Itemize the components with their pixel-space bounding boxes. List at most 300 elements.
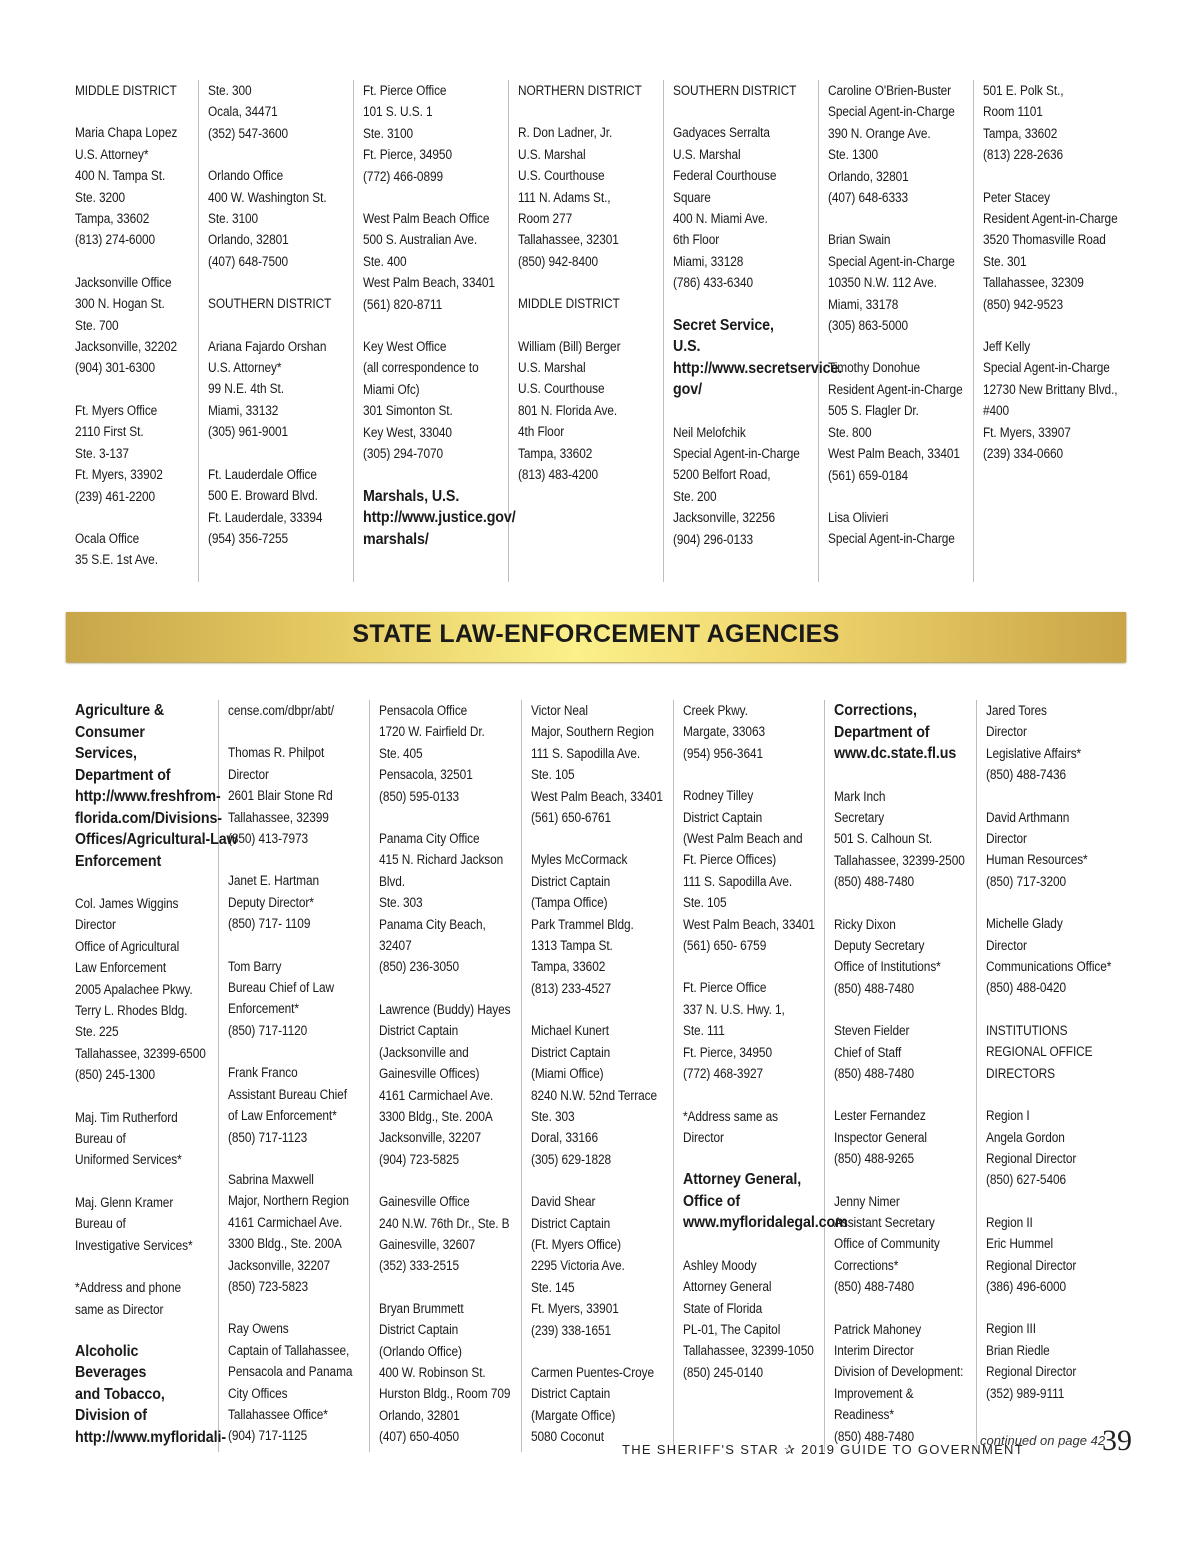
entry-line: 111 S. Sapodilla Ave. xyxy=(531,745,641,761)
entry-line: Maj. Tim Rutherford xyxy=(75,1109,178,1125)
entry-line: Tampa, 33602 xyxy=(983,125,1058,141)
directory-entry xyxy=(834,786,970,893)
entry-line: Director xyxy=(986,831,1028,847)
entry-line: (954) 956-3641 xyxy=(682,745,763,761)
entry-line: *Address and phone xyxy=(75,1280,182,1296)
federal-listings-columns xyxy=(66,80,1128,582)
entry-line: Miami Ofc) xyxy=(363,381,420,397)
footer-publication: THE SHERIFF'S STAR ✰ 2019 GUIDE TO GOVERNMENT xyxy=(622,1442,1024,1457)
entry-line: Thomas R. Philpot xyxy=(227,745,324,761)
entry-line: 500 S. Australian Ave. xyxy=(363,232,478,248)
entry-line: of Law Enforcement* xyxy=(227,1108,337,1124)
entry-line: 35 S.E. 1st Ave. xyxy=(75,552,158,568)
entry-line: District Captain xyxy=(531,1215,611,1231)
entry-line: Margate, 33063 xyxy=(682,724,765,740)
directory-entry xyxy=(75,1107,212,1171)
entry-line: PL-01, The Capitol xyxy=(682,1322,781,1338)
entry-line: Orlando, 32801 xyxy=(828,168,909,184)
entry-line: Orlando, 32801 xyxy=(379,1407,461,1423)
entry-line: 12730 New Brittany Blvd., xyxy=(983,381,1118,397)
directory-entry xyxy=(986,1212,1122,1298)
entry-line: REGIONAL OFFICE xyxy=(986,1044,1093,1060)
entry-line: Carmen Puentes-Croye xyxy=(531,1364,655,1380)
entry-line: Janet E. Hartman xyxy=(227,873,319,889)
entry-line: 111 N. Adams St., xyxy=(518,189,611,205)
entry-line: 5200 Belfort Road, xyxy=(673,467,771,483)
entry-line: Ft. Lauderdale, 33394 xyxy=(208,509,323,525)
entry-line: Office of Community xyxy=(834,1236,941,1252)
entry-line: Ricky Dixon xyxy=(834,916,897,932)
agency-heading xyxy=(75,700,238,872)
entry-line: (850) 245-0140 xyxy=(682,1364,763,1380)
entry-line: florida.com/Divisions- xyxy=(75,809,222,827)
entry-line: Tampa, 33602 xyxy=(518,445,593,461)
directory-entry xyxy=(363,80,502,187)
entry-line: 501 E. Polk St., xyxy=(983,83,1064,98)
entry-line: Readiness* xyxy=(834,1407,895,1423)
entry-line: Tampa, 33602 xyxy=(75,211,150,227)
entry-line: (850) 717-1120 xyxy=(227,1022,307,1038)
directory-entry xyxy=(983,187,1122,315)
entry-line: 32407 xyxy=(379,938,412,954)
entry-line: Regional Director xyxy=(986,1257,1077,1273)
entry-line: (239) 338-1651 xyxy=(531,1322,612,1338)
entry-line: Resident Agent-in-Charge xyxy=(983,211,1118,227)
entry-line: 8240 N.W. 52nd Terrace xyxy=(531,1087,658,1103)
directory-column xyxy=(673,700,848,1452)
entry-line: Tampa, 33602 xyxy=(531,959,606,975)
entry-line: Tallahassee, 32301 xyxy=(518,232,619,248)
entry-line: (West Palm Beach and xyxy=(682,831,803,847)
entry-line: Ashley Moody xyxy=(682,1257,757,1273)
entry-line: Ste. 105 xyxy=(531,767,575,783)
entry-line: (850) 236-3050 xyxy=(379,959,460,975)
entry-line: http://www.freshfrom- xyxy=(75,788,221,805)
entry-line: 2005 Apalachee Pkwy. xyxy=(75,981,193,997)
entry-line: Ste. 405 xyxy=(379,745,423,761)
entry-line: Assistant Bureau Chief xyxy=(227,1086,347,1102)
entry-line: (850) 717-3200 xyxy=(986,873,1067,889)
directory-entry xyxy=(983,336,1122,464)
entry-line: (850) 488-7480 xyxy=(834,1279,915,1295)
entry-line: Ste. 3100 xyxy=(363,125,414,141)
directory-entry xyxy=(75,893,212,1086)
entry-line: Ft. Pierce Office xyxy=(363,83,447,98)
entry-line: Ste. 301 xyxy=(983,253,1027,269)
entry-line: Jacksonville, 32202 xyxy=(75,339,178,355)
entry-line: (850) 942-8400 xyxy=(518,253,599,269)
entry-line: Jeff Kelly xyxy=(983,339,1031,355)
entry-line: Pensacola, 32501 xyxy=(379,767,474,783)
entry-line: 1720 W. Fairfield Dr. xyxy=(379,724,486,740)
entry-line: U.S. Marshal xyxy=(518,360,586,376)
directory-column xyxy=(973,80,1128,582)
entry-line: Gainesville, 32607 xyxy=(379,1236,476,1252)
entry-line: (850) 413-7973 xyxy=(227,831,308,847)
directory-entry xyxy=(75,1277,212,1320)
entry-line: Square xyxy=(673,189,711,205)
entry-line: gov/ xyxy=(673,381,702,399)
directory-entry xyxy=(379,1298,515,1448)
entry-line: Ste. 225 xyxy=(75,1024,119,1040)
entry-line: Ste. 800 xyxy=(828,424,872,440)
directory-entry xyxy=(834,1105,970,1169)
entry-line: West Palm Beach, 33401 xyxy=(531,788,663,804)
entry-line: Ste. 303 xyxy=(531,1108,575,1124)
entry-line: Special Agent-in-Charge xyxy=(983,360,1110,376)
directory-entry xyxy=(834,914,970,1000)
entry-line: MIDDLE DISTRICT xyxy=(75,83,177,98)
entry-line: (352) 547-3600 xyxy=(208,125,289,141)
entry-line: U.S. Marshal xyxy=(518,146,586,162)
entry-line: Ste. 3200 xyxy=(75,189,126,205)
entry-line: Jacksonville, 32256 xyxy=(673,510,776,526)
directory-entry xyxy=(531,700,667,828)
entry-line: Attorney General, xyxy=(682,1171,801,1189)
entry-line: Agriculture & xyxy=(75,702,165,719)
entry-line: Captain of Tallahassee, xyxy=(227,1342,349,1358)
directory-entry xyxy=(75,1192,212,1256)
directory-column xyxy=(66,700,238,1452)
entry-line: Ste. 700 xyxy=(75,317,119,333)
entry-line: Division of Development: xyxy=(834,1364,964,1380)
entry-line: Chief of Staff xyxy=(834,1044,902,1060)
entry-line: (407) 650-4050 xyxy=(379,1429,460,1445)
entry-line: Deputy Director* xyxy=(227,894,314,910)
directory-entry xyxy=(228,1062,364,1148)
agency-heading xyxy=(834,700,970,765)
directory-entry xyxy=(531,1020,667,1170)
directory-column xyxy=(824,700,976,1452)
entry-line: (850) 488-0420 xyxy=(986,980,1067,996)
entry-line: SOUTHERN DISTRICT xyxy=(673,83,797,98)
entry-line: U.S. xyxy=(673,338,701,356)
entry-line: (850) 488-7480 xyxy=(834,980,915,996)
entry-line: Ft. Pierce, 34950 xyxy=(682,1044,772,1060)
directory-entry xyxy=(983,80,1122,166)
entry-line: *Address same as xyxy=(682,1108,778,1124)
entry-line: Maria Chapa Lopez xyxy=(75,125,178,141)
directory-entry xyxy=(379,1191,515,1277)
entry-line: Tallahassee Office* xyxy=(227,1406,328,1422)
entry-line: (850) 488-7480 xyxy=(834,874,915,890)
entry-line: (352) 989-9111 xyxy=(986,1385,1065,1401)
agency-heading xyxy=(75,1341,227,1449)
directory-entry xyxy=(673,122,812,293)
entry-line: Gadyaces Serralta xyxy=(673,125,770,141)
entry-line: Miami, 33178 xyxy=(828,296,899,312)
entry-line: Special Agent-in-Charge xyxy=(673,446,800,462)
entry-line: Terry L. Rhodes Bldg. xyxy=(75,1003,188,1019)
entry-line: Ste. 303 xyxy=(379,895,423,911)
agency-heading xyxy=(673,315,843,401)
entry-line: Enforcement xyxy=(75,852,162,870)
entry-line: Offices/Agricultural-Law xyxy=(75,831,238,848)
directory-entry xyxy=(228,956,364,1042)
entry-line: Assistant Secretary xyxy=(834,1215,936,1230)
entry-line: (Margate Office) xyxy=(531,1407,616,1423)
entry-line: Alcoholic xyxy=(75,1342,139,1360)
entry-line: Jared Tores xyxy=(986,703,1048,718)
entry-line: (407) 648-6333 xyxy=(828,190,909,206)
entry-line: Neil Melofchik xyxy=(673,424,746,440)
entry-line: Services, xyxy=(75,745,137,762)
entry-line: Uniformed Services* xyxy=(75,1152,182,1168)
entry-line: 6th Floor xyxy=(673,232,720,248)
directory-entry xyxy=(228,1318,364,1446)
directory-entry xyxy=(228,870,364,934)
entry-line: (850) 723-5823 xyxy=(227,1278,308,1294)
entry-line: MIDDLE DISTRICT xyxy=(518,296,620,312)
agency-heading xyxy=(363,486,516,551)
directory-entry xyxy=(379,828,515,978)
directory-entry xyxy=(683,1255,819,1383)
entry-line: Hurston Bldg., Room 709 xyxy=(379,1386,511,1402)
directory-column xyxy=(66,80,198,582)
entry-line: (850) 488-7480 xyxy=(834,1428,915,1444)
entry-line: Director xyxy=(227,766,269,782)
entry-line: Jacksonville, 32207 xyxy=(227,1257,330,1273)
entry-line: 400 N. Tampa St. xyxy=(75,168,166,184)
entry-line: Ft. Pierce Offices) xyxy=(682,852,776,868)
directory-entry xyxy=(518,80,657,101)
directory-entry xyxy=(518,122,657,272)
entry-line: 5080 Coconut xyxy=(531,1429,604,1445)
entry-line: (305) 961-9001 xyxy=(208,424,289,440)
entry-line: Angela Gordon xyxy=(986,1129,1065,1145)
entry-line: (Jacksonville and xyxy=(379,1044,470,1060)
entry-line: Special Agent-in-Charge xyxy=(828,104,955,120)
entry-line: David Arthmann xyxy=(986,809,1070,825)
entry-line: Ocala, 34471 xyxy=(208,104,278,120)
entry-line: West Palm Beach Office xyxy=(363,211,490,227)
entry-line: (Ft. Myers Office) xyxy=(531,1236,622,1252)
directory-column xyxy=(818,80,973,582)
entry-line: Human Resources* xyxy=(986,852,1088,868)
entry-line: 4161 Carmichael Ave. xyxy=(379,1087,494,1103)
entry-line: and Tobacco, xyxy=(75,1385,165,1403)
entry-line: (813) 233-4527 xyxy=(531,980,612,996)
entry-line: 4th Floor xyxy=(518,424,565,440)
entry-line: Room 1101 xyxy=(983,104,1043,120)
entry-line: Timothy Donohue xyxy=(828,360,921,376)
directory-entry xyxy=(75,528,192,571)
entry-line: 801 N. Florida Ave. xyxy=(518,402,618,418)
entry-line: (813) 228-2636 xyxy=(983,147,1064,163)
entry-line: Eric Hummel xyxy=(986,1236,1054,1252)
entry-line: http://www.justice.gov/ xyxy=(363,509,516,526)
directory-entry xyxy=(828,357,967,485)
entry-line: R. Don Ladner, Jr. xyxy=(518,125,613,141)
directory-entry xyxy=(683,977,819,1084)
entry-line: District Captain xyxy=(682,809,762,825)
entry-line: Director xyxy=(682,1129,724,1145)
entry-line: Jacksonville Office xyxy=(75,274,172,290)
entry-line: Attorney General xyxy=(682,1279,772,1295)
entry-line: Legislative Affairs* xyxy=(986,745,1082,761)
entry-line: Bureau Chief of Law xyxy=(227,980,334,996)
entry-line: Tallahassee, 32309 xyxy=(983,275,1084,291)
entry-line: Ste. 145 xyxy=(531,1279,575,1295)
entry-line: Brian Riedle xyxy=(986,1342,1050,1358)
entry-line: www.dc.state.fl.us xyxy=(834,745,957,762)
entry-line: Gainesville Office xyxy=(379,1194,471,1210)
entry-line: State of Florida xyxy=(682,1300,762,1316)
directory-column xyxy=(976,700,1128,1452)
entry-line: 4161 Carmichael Ave. xyxy=(227,1214,342,1230)
directory-entry xyxy=(531,1191,667,1341)
entry-line: Resident Agent-in-Charge xyxy=(828,381,963,397)
entry-line: #400 xyxy=(983,403,1010,419)
continued-note: continued on page 42 xyxy=(980,1433,1106,1448)
directory-entry xyxy=(834,1191,970,1298)
directory-entry xyxy=(531,849,667,999)
entry-line: Tallahassee, 32399-1050 xyxy=(682,1343,814,1359)
entry-line: marshals/ xyxy=(363,530,429,548)
directory-entry xyxy=(363,336,502,464)
entry-line: Ste. 400 xyxy=(363,253,407,269)
entry-line: Ft. Lauderdale Office xyxy=(208,466,317,482)
entry-line: U.S. Courthouse xyxy=(518,381,605,397)
directory-entry xyxy=(75,122,192,250)
entry-line: (305) 629-1828 xyxy=(531,1151,612,1167)
entry-line: U.S. Courthouse xyxy=(518,168,605,184)
entry-line: 2601 Blair Stone Rd xyxy=(227,788,333,804)
directory-column xyxy=(521,700,673,1452)
entry-line: 501 S. Calhoun St. xyxy=(834,831,933,847)
entry-line: Jenny Nimer xyxy=(834,1193,901,1209)
entry-line: David Shear xyxy=(531,1194,596,1210)
entry-line: 400 N. Miami Ave. xyxy=(673,211,768,227)
entry-line: Ft. Myers Office xyxy=(75,402,158,418)
entry-line: Sabrina Maxwell xyxy=(227,1171,314,1187)
entry-line: Marshals, U.S. xyxy=(363,487,460,505)
directory-entry xyxy=(673,422,812,550)
directory-entry xyxy=(828,80,967,208)
entry-line: William (Bill) Berger xyxy=(518,338,621,354)
entry-line: (786) 433-6340 xyxy=(673,275,754,291)
entry-line: (386) 496-6000 xyxy=(986,1278,1067,1294)
entry-line: Region III xyxy=(986,1321,1037,1337)
directory-entry xyxy=(228,1169,364,1297)
entry-line: (850) 488-7436 xyxy=(986,767,1067,783)
entry-line: U.S. Attorney* xyxy=(208,360,282,376)
agency-heading xyxy=(682,1169,848,1234)
state-listings-columns xyxy=(66,700,1128,1452)
entry-line: Law Enforcement xyxy=(75,960,167,976)
entry-line: Lawrence (Buddy) Hayes xyxy=(379,1001,511,1017)
entry-line: West Palm Beach, 33401 xyxy=(828,446,960,462)
entry-line: Ft. Myers, 33902 xyxy=(75,467,163,483)
directory-column xyxy=(508,80,663,582)
entry-line: Miami, 33132 xyxy=(208,402,279,418)
entry-line: (239) 334-0660 xyxy=(983,446,1064,462)
directory-entry xyxy=(363,208,502,315)
entry-line: http://www.secretservice. xyxy=(673,359,843,377)
directory-entry xyxy=(379,700,515,807)
directory-entry xyxy=(986,1318,1122,1404)
entry-line: Doral, 33166 xyxy=(531,1130,599,1146)
entry-line: (772) 468-3927 xyxy=(682,1066,763,1082)
entry-line: Major, Northern Region xyxy=(227,1193,349,1209)
directory-entry xyxy=(986,1105,1122,1191)
entry-line: 111 S. Sapodilla Ave. xyxy=(682,873,792,889)
entry-line: Michael Kunert xyxy=(531,1023,610,1039)
entry-line: www.myfloridalegal.com xyxy=(682,1214,848,1232)
entry-line: Tom Barry xyxy=(227,958,282,974)
entry-line: SOUTHERN DISTRICT xyxy=(208,296,332,312)
entry-line: Peter Stacey xyxy=(983,189,1050,205)
entry-line: (904) 723-5825 xyxy=(379,1151,460,1167)
entry-line: Corrections* xyxy=(834,1257,899,1273)
entry-line: Beverages xyxy=(75,1364,147,1382)
entry-line: (561) 650-6761 xyxy=(531,810,612,826)
entry-line: Patrick Mahoney xyxy=(834,1321,922,1337)
entry-line: Region II xyxy=(986,1214,1033,1230)
entry-line: Orlando Office xyxy=(208,168,284,184)
entry-line: Michelle Glady xyxy=(986,916,1063,932)
entry-line: Ste. 3-137 xyxy=(75,445,129,461)
entry-line: Deputy Secretary xyxy=(834,937,925,953)
entry-line: (813) 274-6000 xyxy=(75,232,156,248)
entry-line: 10350 N.W. 112 Ave. xyxy=(828,275,937,291)
entry-line: (850) 595-0133 xyxy=(379,788,460,804)
entry-line: District Captain xyxy=(531,1386,611,1402)
entry-line: Tallahassee, 32399-6500 xyxy=(75,1045,206,1061)
entry-line: Panama City Office xyxy=(379,831,480,847)
entry-line: (239) 461-2200 xyxy=(75,488,156,504)
entry-line: Consumer xyxy=(75,723,145,741)
entry-line: Corrections, xyxy=(834,702,918,719)
entry-line: Gainesville Offices) xyxy=(379,1066,480,1082)
entry-line: Office of Institutions* xyxy=(834,959,942,975)
entry-line: Tallahassee, 32399 xyxy=(227,809,329,825)
directory-entry xyxy=(208,165,347,272)
entry-line: 415 N. Richard Jackson xyxy=(379,852,504,868)
entry-line: Major, Southern Region xyxy=(531,724,654,740)
directory-entry xyxy=(683,785,819,956)
entry-line: Ste. 3100 xyxy=(208,211,259,227)
entry-line: Ocala Office xyxy=(75,530,140,546)
entry-line: (305) 294-7070 xyxy=(363,446,444,462)
entry-line: Pensacola and Panama xyxy=(227,1364,353,1380)
entry-line: INSTITUTIONS xyxy=(986,1022,1068,1038)
directory-entry xyxy=(683,700,819,764)
entry-line: Division of xyxy=(75,1407,147,1425)
entry-line: Enforcement* xyxy=(227,1001,299,1017)
directory-entry xyxy=(986,807,1122,893)
entry-line: Lester Fernandez xyxy=(834,1108,927,1124)
entry-line: Ft. Pierce, 34950 xyxy=(363,147,452,163)
entry-line: Secretary xyxy=(834,809,885,825)
entry-line: Regional Director xyxy=(986,1150,1077,1166)
entry-line: Ste. 105 xyxy=(682,895,727,911)
entry-line: Bureau of xyxy=(75,1216,126,1232)
entry-line: Interim Director xyxy=(834,1343,915,1359)
entry-line: Bureau of xyxy=(75,1131,126,1147)
entry-line: 101 S. U.S. 1 xyxy=(363,104,433,120)
entry-line: Col. James Wiggins xyxy=(75,896,179,911)
entry-line: Panama City Beach, xyxy=(379,916,487,932)
entry-line: 301 Simonton St. xyxy=(363,403,453,419)
entry-line: (850) 717-1123 xyxy=(227,1129,307,1145)
directory-entry xyxy=(683,1106,819,1149)
entry-line: 500 E. Broward Blvd. xyxy=(208,488,318,504)
entry-line: DIRECTORS xyxy=(986,1065,1056,1081)
directory-entry xyxy=(208,293,347,314)
entry-line: Department of xyxy=(834,723,930,741)
entry-line: 1313 Tampa St. xyxy=(531,938,613,954)
